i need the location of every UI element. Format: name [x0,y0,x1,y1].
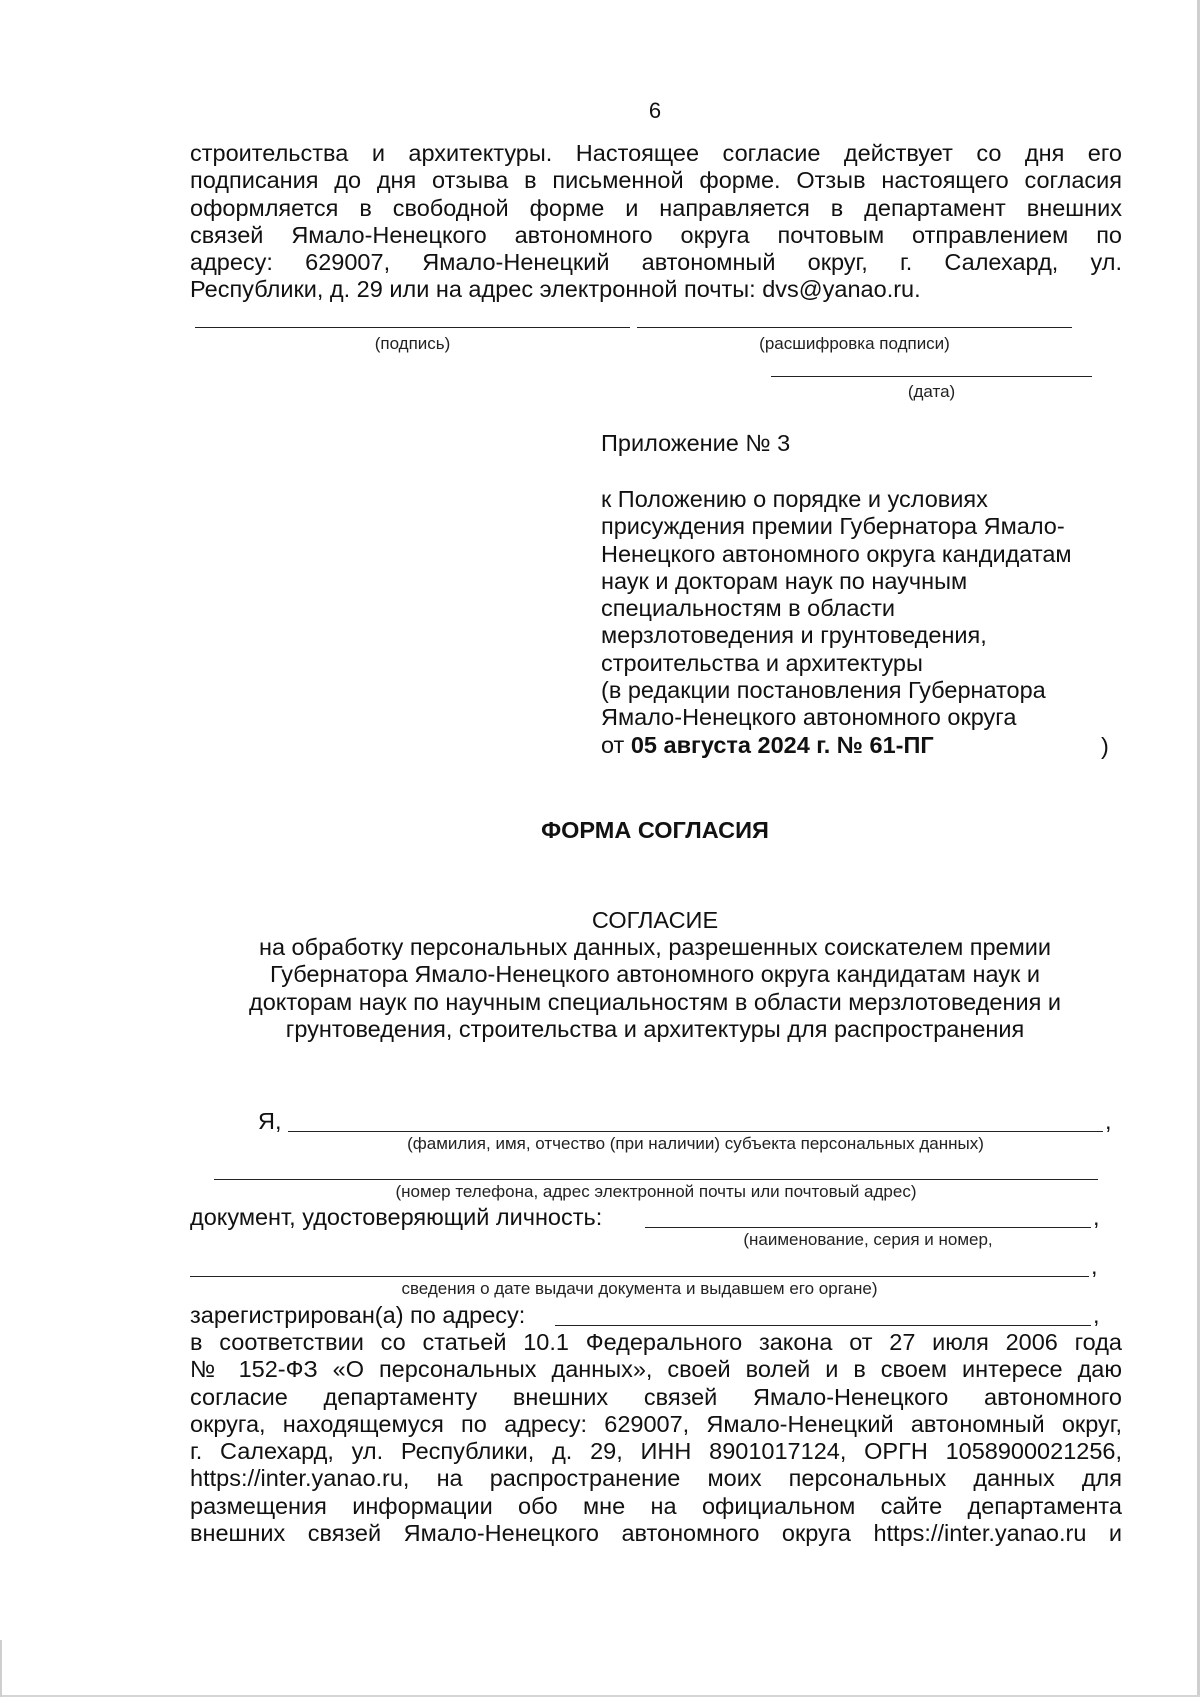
body-line: округа, находящемуся по адресу: 629007, Ямало-Ненецкий автономный округ, [190,1410,1122,1437]
subtitle-line: грунтоведения, строительства и архитектуры для распространения [285,1015,1025,1042]
issue-field[interactable] [190,1276,1089,1277]
annex-line: строительства и архитектуры [601,649,923,676]
annex-line: к Положению о порядке и условиях [601,486,988,512]
body-line: согласие департаменту внешних связей Ямало-Ненецкого автономного [190,1383,1122,1410]
id-doc-label: документ, удостоверяющий личность: [190,1204,603,1230]
contact-caption: (номер телефона, адрес электронной почты или почтовый адрес) [395,1182,917,1201]
id-doc-caption: (наименование, серия и номер, [743,1230,993,1249]
annex-decree: 05 августа 2024 г. № 61-ПГ [630,731,934,758]
subtitle-line: Губернатора Ямало-Ненецкого автономного округа кандидатам наук и [270,961,1040,988]
annex-decree-line [601,732,1121,759]
annex-line: Ямало-Ненецкого автономного округа [601,704,1017,731]
annex-line: специальностям в области [601,595,896,622]
registered-comma: , [1093,1302,1100,1328]
subtitle-line: докторам наук по научным специальностям в области мерзлотоведения и [249,988,1061,1015]
body-line: внешних связей Ямало-Ненецкого автономного округа https://inter.yanao.ru и [190,1520,1122,1547]
intro-paragraph [190,140,1122,304]
fio-comma: , [1105,1108,1112,1134]
issue-caption: сведения о дате выдачи документа и выдавшем его органе) [401,1279,878,1298]
intro-line: Республики, д. 29 или на адрес электронной почты: dvs@yanao.ru. [190,276,921,303]
body-line: размещения информации обо мне на официальном сайте департамента [190,1492,1122,1519]
date-line [771,376,1092,377]
annex-line: наук и докторам наук по научным [601,567,968,594]
contact-field[interactable] [214,1179,1098,1180]
annex-from-prefix: от [601,731,625,758]
form-title: ФОРМА СОГЛАСИЯ [541,817,769,843]
fio-caption: (фамилия, имя, отчество (при наличии) субъекта персональных данных) [407,1134,984,1153]
intro-line: адресу: 629007, Ямало-Ненецкий автономный округ, г. Салехард, ул. [190,249,1122,276]
annex-closing-paren: ) [1101,733,1109,759]
signature-caption: (подпись) [374,334,451,353]
registered-label: зарегистрирован(а) по адресу: [190,1302,526,1328]
annex-heading: Приложение № 3 [601,430,791,456]
id-doc-comma: , [1093,1204,1100,1230]
body-line: № 152-ФЗ «О персональных данных», своей волей и в своем интересе даю [190,1356,1122,1383]
annex-line: (в редакции постановления Губернатора [601,677,1046,704]
intro-line: подписания до дня отзыва в письменной форме. Отзыв настоящего согласия [190,167,1122,194]
intro-line: строительства и архитектуры. Настоящее согласие действует со дня его [190,140,1122,166]
body-line: https://inter.yanao.ru, на распространение моих персональных данных для [190,1465,1122,1492]
i-label: Я, [258,1108,282,1134]
annex-line: присуждения премии Губернатора Ямало- [601,513,1065,540]
annex-line: Ненецкого автономного округа кандидатам [601,540,1072,567]
consent-subtitle [0,934,1200,1043]
subtitle-line: на обработку персональных данных, разрешенных соискателем премии [258,934,1052,960]
signature-line [195,327,630,328]
signature-decode-line [637,327,1072,328]
annex-line: мерзлотоведения и грунтоведения, [601,622,987,649]
issue-comma: , [1091,1253,1098,1279]
scan-edge-left [0,1640,2,1697]
intro-line: оформляется в свободной форме и направляется в департамент внешних [190,194,1122,221]
id-doc-field[interactable] [645,1227,1091,1228]
body-line: в соответствии со статьей 10.1 Федерального закона от 27 июля 2006 года [190,1329,1122,1355]
intro-line: связей Ямало-Ненецкого автономного округа почтовым отправлением по [190,221,1122,248]
fio-field[interactable] [288,1131,1103,1132]
page-number: 6 [648,98,662,123]
date-caption: (дата) [907,382,956,401]
registered-field[interactable] [555,1325,1091,1326]
body-line: г. Салехард, ул. Республики, д. 29, ИНН 8901017124, ОРГН 1058900021256, [190,1438,1122,1465]
consent-heading: СОГЛАСИЕ [591,907,719,933]
signature-decode-caption: (расшифровка подписи) [759,334,950,353]
consent-body [190,1329,1122,1547]
annex-reference [601,486,1121,759]
